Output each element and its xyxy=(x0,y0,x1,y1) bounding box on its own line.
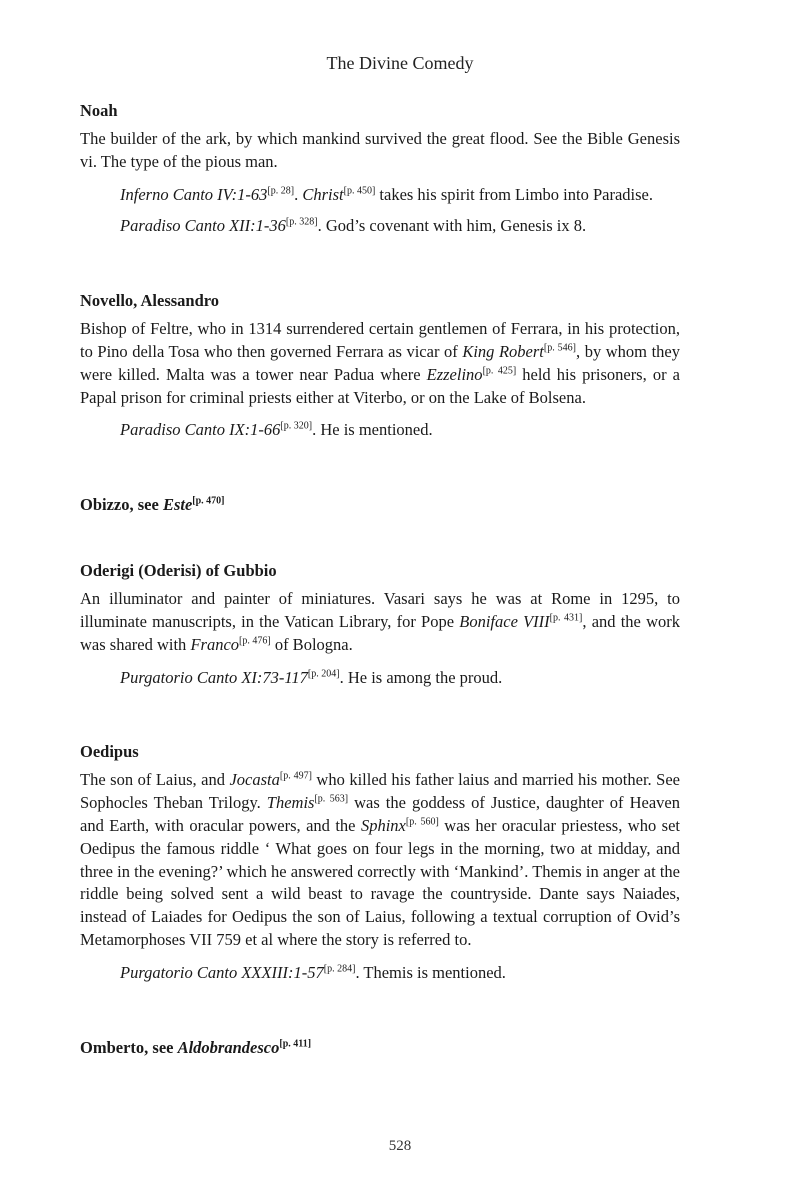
canto-link[interactable]: Purgatorio Canto XXXIII:1-57 xyxy=(120,962,324,982)
text-segment: of Bologna. xyxy=(270,634,353,654)
entry-description xyxy=(80,588,680,656)
entry-description xyxy=(80,769,680,951)
entry-omberto xyxy=(80,1037,680,1059)
entry-oderigi xyxy=(80,560,680,689)
cite-text: . God’s covenant with him, Genesis ix 8. xyxy=(317,216,587,236)
page-ref: [p. 450] xyxy=(343,185,376,197)
text-segment: was her oracular priestess, who set Oedipus the famous riddle ‘ What goes on four legs in the morning, two at midday, and three in the evening?’ which he answered correctly with ‘Mankind’. Themis in anger at the riddle being solved sent a wild beast to ravage the countryside. Dante says Naiades, instead of Laiades for Oedipus the son of Laius, following a textual corruption of Ovid’s Metamorphoses VII 759 et al where the story is referred to. xyxy=(80,815,680,949)
cross-ref-link[interactable]: Christ xyxy=(302,184,344,204)
canto-link[interactable]: Inferno Canto IV:1-63 xyxy=(120,184,268,204)
cross-ref-link[interactable]: Este xyxy=(162,495,193,515)
entry-description xyxy=(80,318,680,409)
text-segment: , by whom they were killed. Malta was a tower near Padua where xyxy=(80,341,680,384)
entry-heading: Oderigi (Oderisi) of Gubbio xyxy=(80,561,277,581)
entry-heading xyxy=(80,1037,680,1059)
cross-ref-link[interactable]: Boniface VIII xyxy=(459,611,550,631)
page-ref: [p. 546] xyxy=(543,342,577,354)
entry-heading: Novello, Alessandro xyxy=(80,291,220,311)
page-ref: [p. 563] xyxy=(314,793,349,805)
page-ref: [p. 328] xyxy=(285,216,318,228)
entry-oedipus xyxy=(80,741,680,984)
canto-reference xyxy=(120,667,680,690)
entry-obizzo xyxy=(80,494,680,516)
page-number: 528 xyxy=(388,1138,412,1154)
canto-reference xyxy=(120,215,680,238)
canto-reference xyxy=(120,184,680,207)
cross-ref-link[interactable]: Franco xyxy=(190,634,240,654)
cross-ref-link[interactable]: Sphinx xyxy=(360,815,406,835)
page-ref: [p. 497] xyxy=(279,770,312,782)
cite-text: . He is mentioned. xyxy=(312,420,433,440)
page-ref: [p. 411] xyxy=(279,1038,312,1050)
page-ref: [p. 204] xyxy=(307,668,340,680)
heading-text: Obizzo, see xyxy=(80,495,163,515)
cross-ref-link[interactable]: Jocasta xyxy=(229,770,280,790)
canto-reference xyxy=(120,962,680,985)
page-ref: [p. 284] xyxy=(323,963,356,975)
cross-ref-link[interactable]: Aldobrandesco xyxy=(177,1037,280,1057)
canto-link[interactable]: Paradiso Canto XII:1-36 xyxy=(120,216,286,236)
page-ref: [p. 560] xyxy=(405,816,439,828)
page-ref: [p. 320] xyxy=(280,420,313,432)
glossary-content xyxy=(80,100,680,1103)
page-ref: [p. 470] xyxy=(192,495,225,507)
page-ref: [p. 476] xyxy=(239,635,271,647)
entry-novello xyxy=(80,290,680,442)
cross-ref-link[interactable]: King Robert xyxy=(462,341,544,361)
text-segment: The son of Laius, and xyxy=(80,770,230,790)
entry-heading: Noah xyxy=(80,101,118,120)
page-ref: [p. 28] xyxy=(267,185,295,197)
canto-link[interactable]: Purgatorio Canto XI:73-117 xyxy=(120,667,308,687)
text-segment: held his prisoners, or a Papal prison for criminal priests either at Viterbo, or on the Lake of Bolsena. xyxy=(80,364,680,407)
cross-ref-link[interactable]: Themis xyxy=(266,793,315,813)
entry-heading xyxy=(80,494,680,516)
cite-text: . He is among the proud. xyxy=(339,667,503,687)
entry-heading: Oedipus xyxy=(80,742,139,762)
canto-reference xyxy=(120,419,680,442)
page-header-title: The Divine Comedy xyxy=(326,53,474,73)
text-segment: was the goddess of Justice, daughter of Heaven and Earth, with oracular powers, and the xyxy=(80,793,680,835)
text-segment: , and the work was shared with xyxy=(80,611,680,654)
text-segment: An illuminator and painter of miniatures. Vasari says he was at Rome in 1295, to illuminate manuscripts, in the Vatican Library, for Pope xyxy=(80,589,680,631)
cite-text: . Themis is mentioned. xyxy=(355,962,506,982)
cross-ref-link[interactable]: Ezzelino xyxy=(426,364,483,384)
heading-text: Omberto, see xyxy=(80,1037,178,1057)
text-segment: who killed his father laius and married his mother. See Sophocles Theban Trilogy. xyxy=(80,770,680,813)
entry-noah xyxy=(80,100,680,238)
text-segment: Bishop of Feltre, who in 1314 surrendered certain gentlemen of Ferrara, in his protection, to Pino della Tosa who then governed Ferrara as vicar of xyxy=(80,319,680,361)
cite-text: takes his spirit from Limbo into Paradise. xyxy=(375,184,653,204)
canto-link[interactable]: Paradiso Canto IX:1-66 xyxy=(120,420,281,440)
page-ref: [p. 431] xyxy=(549,612,583,624)
cite-separator: . xyxy=(294,184,303,204)
entry-description: The builder of the ark, by which mankind survived the great flood. See the Bible Genesis vi. The type of the pious man. xyxy=(80,129,680,171)
page-ref: [p. 425] xyxy=(482,365,517,377)
